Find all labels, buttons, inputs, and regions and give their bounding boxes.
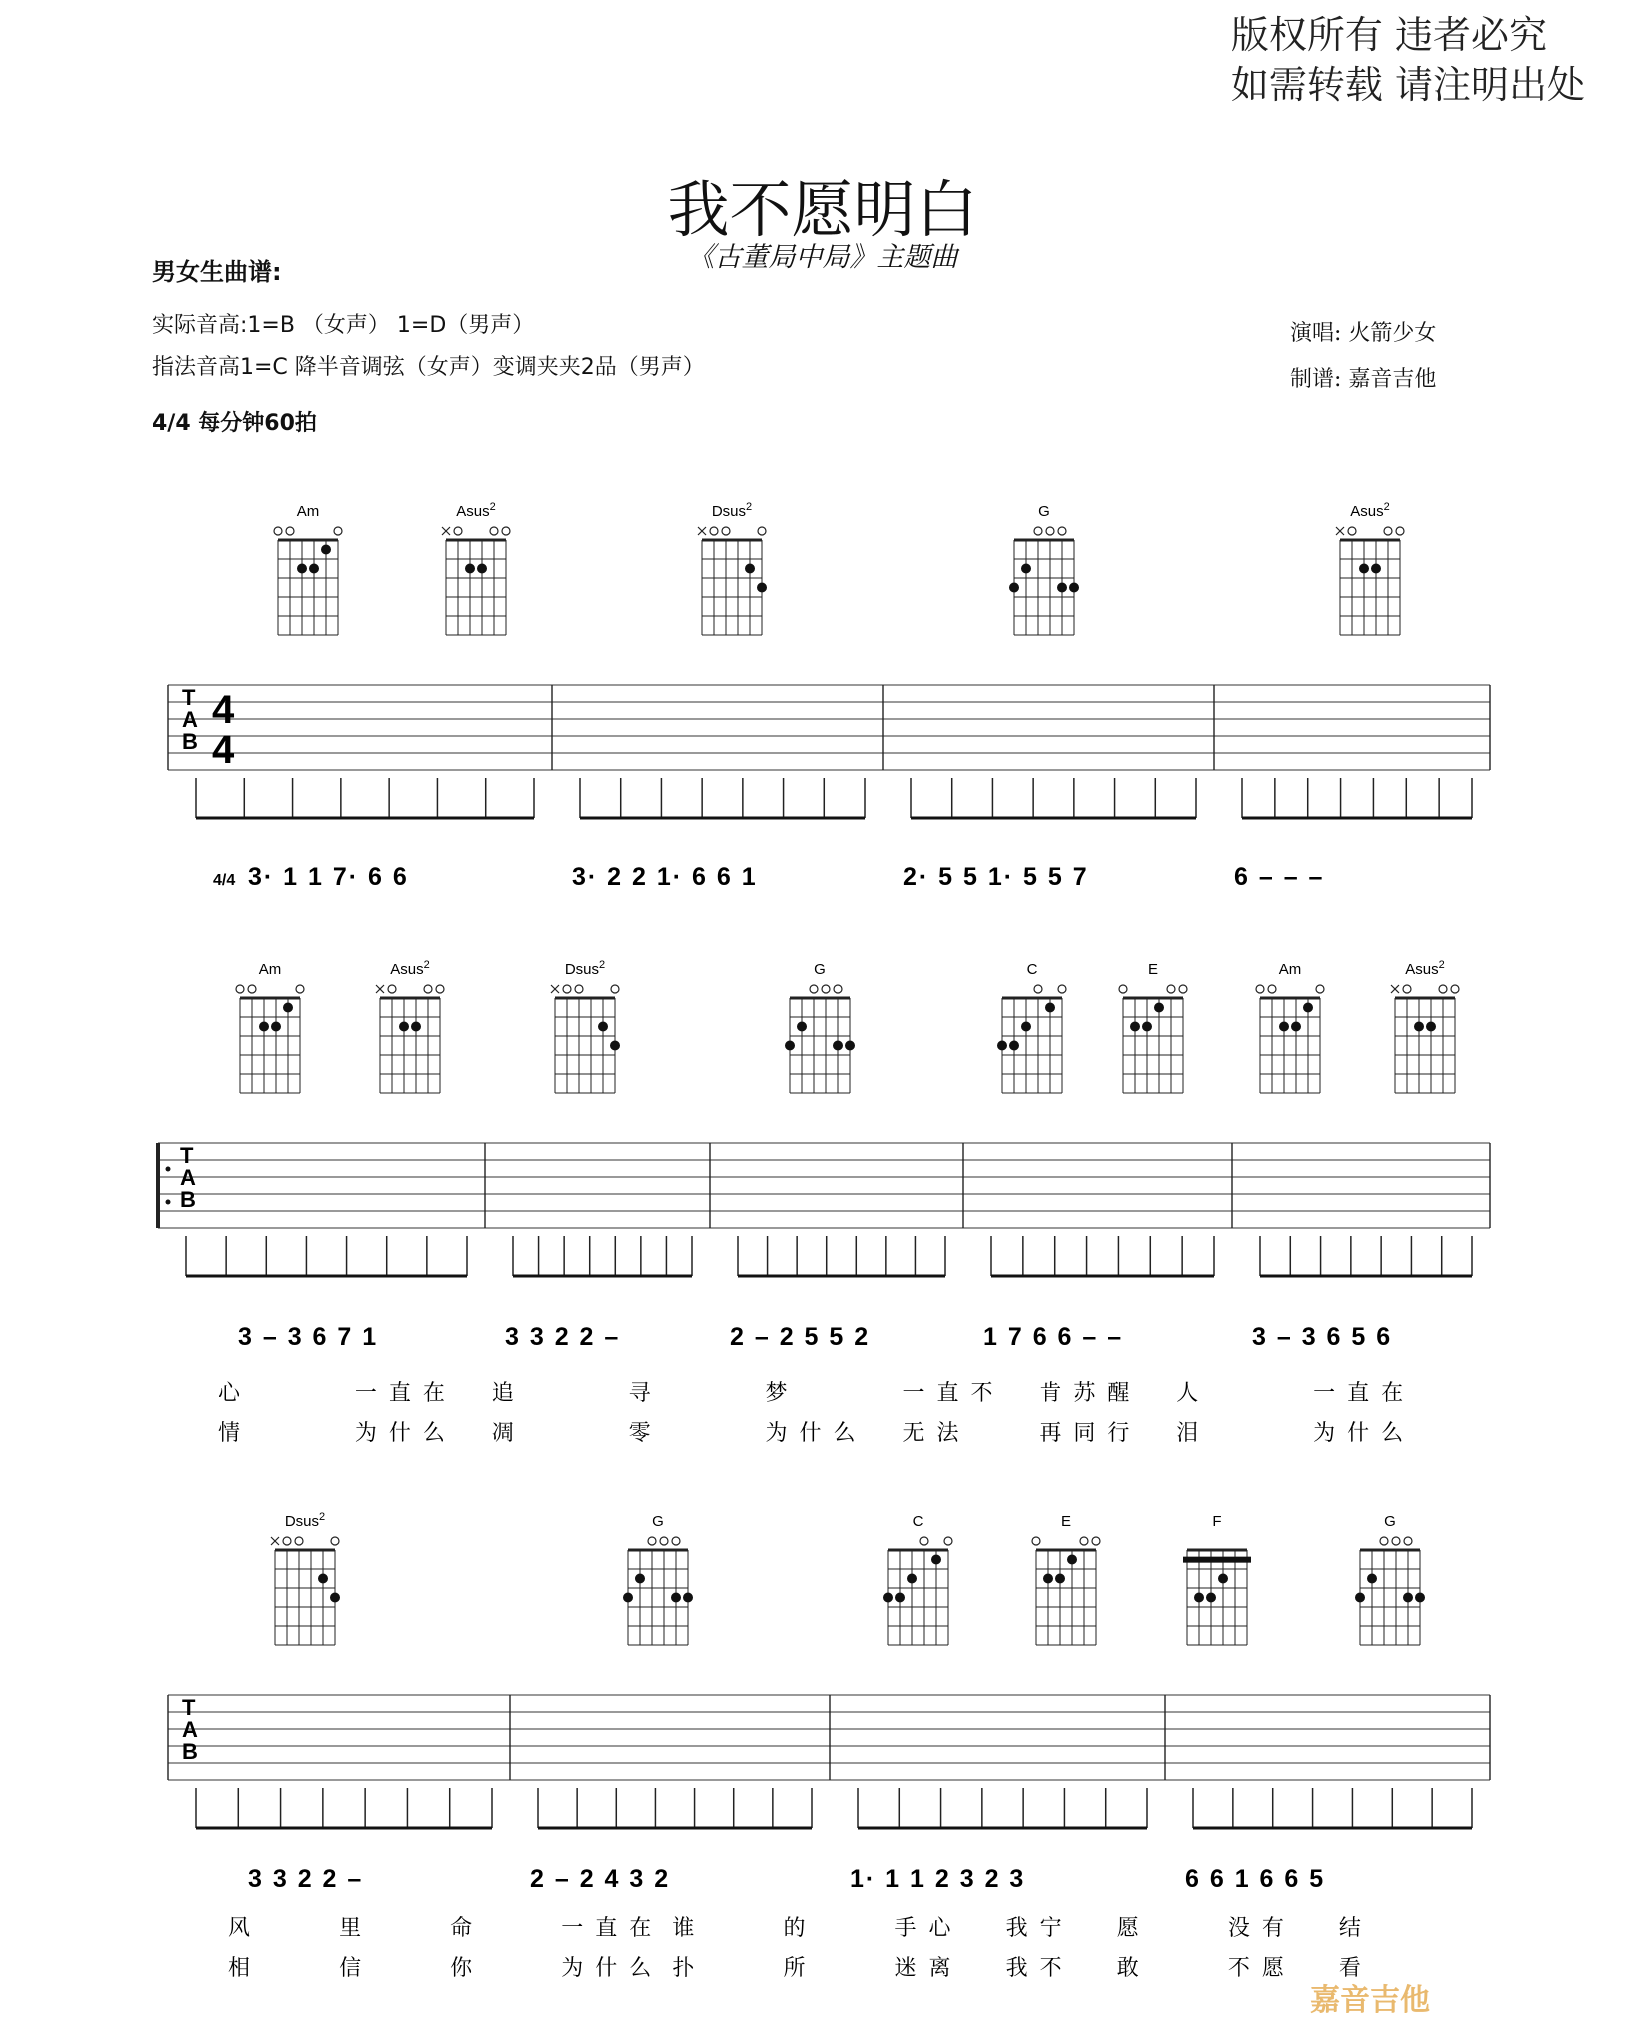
lyric-syllable: 命: [450, 1915, 485, 1940]
lyric-syllable: 再同行: [1039, 1420, 1142, 1445]
open-string-marker: [1451, 985, 1459, 993]
open-string-marker: [1046, 527, 1054, 535]
open-string-marker: [424, 985, 432, 993]
finger-dot: [1414, 1022, 1424, 1032]
notation-bar: 3 3 2 2 –: [505, 1323, 621, 1351]
finger-dot: [883, 1593, 893, 1603]
tab-clef-letter: B: [180, 1187, 196, 1212]
finger-dot: [1055, 1574, 1065, 1584]
lyric-syllable: 没有: [1227, 1915, 1296, 1940]
lyric-syllable: 情: [218, 1420, 253, 1445]
open-string-marker: [502, 527, 510, 535]
open-string-marker: [920, 1537, 928, 1545]
open-string-marker: [1268, 985, 1276, 993]
lyric-syllable: 你: [450, 1955, 485, 1980]
chord-diagram-e: [1119, 961, 1187, 1093]
notation-bar: 2 – 2 4 3 2: [530, 1865, 671, 1893]
open-string-marker: [810, 985, 818, 993]
chord-name: Am: [296, 503, 320, 520]
finger-dot: [1371, 564, 1381, 574]
chord-diagram-dsus2: [698, 501, 767, 635]
chord-diagram-f: [1183, 1513, 1251, 1645]
notation-layer: [180, 685, 1415, 1980]
chord-superscript: 2: [746, 501, 753, 513]
finger-dot: [330, 1593, 340, 1603]
tab-clef-letter: B: [182, 729, 198, 754]
finger-dot: [1045, 1003, 1055, 1013]
notation-bar: 3· 1 1 7· 6 6: [248, 863, 409, 891]
open-string-marker: [1348, 527, 1356, 535]
finger-dot: [297, 564, 307, 574]
finger-dot: [610, 1041, 620, 1051]
lyric-syllable: 梦: [765, 1380, 800, 1405]
finger-dot: [259, 1022, 269, 1032]
copyright-line-2: 如需转载 请注明出处: [1230, 63, 1585, 107]
open-string-marker: [672, 1537, 680, 1545]
finger-dot: [1303, 1003, 1313, 1013]
finger-dot: [1194, 1593, 1204, 1603]
finger-dot: [683, 1593, 693, 1603]
chord-diagram-am: [236, 961, 304, 1093]
tab-clef-letter: T: [182, 685, 196, 710]
open-string-marker: [1256, 985, 1264, 993]
arranger-credit: 制谱: 嘉音吉他: [1290, 367, 1437, 392]
lyric-syllable: 一直在: [354, 1380, 457, 1405]
lyric-syllable: 愿: [1116, 1915, 1151, 1940]
open-string-marker: [236, 985, 244, 993]
finger-dot: [1426, 1022, 1436, 1032]
chord-superscript: 2: [1438, 959, 1445, 971]
lyric-syllable: 敢: [1116, 1955, 1151, 1980]
fingering-info: 指法音高1=C 降半音调弦（女声）变调夹夹2品（男声）: [152, 355, 705, 380]
open-string-marker: [1396, 527, 1404, 535]
chord-name: C: [1026, 961, 1038, 978]
open-string-marker: [1080, 1537, 1088, 1545]
open-string-marker: [334, 527, 342, 535]
open-string-marker: [822, 985, 830, 993]
chord-name: G: [1384, 1513, 1396, 1530]
chord-name: Dsus$^2$: [564, 959, 606, 978]
chord-name: Am: [258, 961, 282, 978]
chord-superscript: 2: [1383, 501, 1390, 513]
lyric-syllable: 看: [1338, 1955, 1373, 1980]
finger-dot: [477, 564, 487, 574]
lyric-syllable: 相: [228, 1955, 263, 1980]
finger-dot: [598, 1022, 608, 1032]
chord-name: G: [814, 961, 826, 978]
finger-dot: [1021, 1022, 1031, 1032]
chord-name: Dsus$^2$: [711, 501, 753, 520]
chord-diagram-dsus2: [271, 1511, 340, 1645]
chord-diagram-am: [274, 503, 342, 635]
chord-diagram-g: [1009, 503, 1079, 635]
chord-diagram-c: [883, 1513, 952, 1645]
chord-diagram-asus2: [1391, 959, 1459, 1093]
open-string-marker: [274, 527, 282, 535]
notation-bar: 3 3 2 2 –: [248, 1865, 364, 1893]
lyric-syllable: 为什么: [765, 1420, 868, 1445]
open-string-marker: [295, 1537, 303, 1545]
open-string-marker: [331, 1537, 339, 1545]
finger-dot: [671, 1593, 681, 1603]
finger-dot: [1206, 1593, 1216, 1603]
tab-clef-letter: T: [182, 1695, 196, 1720]
open-string-marker: [563, 985, 571, 993]
finger-dot: [845, 1041, 855, 1051]
notation-time-signature: 4/4: [213, 872, 236, 889]
open-string-marker: [1403, 985, 1411, 993]
chord-superscript: 2: [489, 501, 496, 513]
notation-bar: 3· 2 2 1· 6 6 1: [572, 863, 758, 891]
lyric-syllable: 凋: [491, 1420, 526, 1445]
notation-bar: 6 – – –: [1234, 863, 1325, 891]
open-string-marker: [660, 1537, 668, 1545]
song-title: 我不愿明白: [667, 173, 978, 246]
finger-dot: [1154, 1003, 1164, 1013]
open-string-marker: [283, 1537, 291, 1545]
lyric-syllable: 谁: [672, 1915, 707, 1940]
finger-dot: [309, 564, 319, 574]
lyric-syllable: 信: [339, 1955, 374, 1980]
open-string-marker: [1316, 985, 1324, 993]
finger-dot: [1279, 1022, 1289, 1032]
open-string-marker: [436, 985, 444, 993]
finger-dot: [1069, 583, 1079, 593]
notation-bar: 3 – 3 6 5 6: [1252, 1323, 1393, 1351]
lyric-syllable: 一直在: [1313, 1380, 1416, 1405]
finger-dot: [1009, 583, 1019, 593]
chord-diagram-layer: [236, 501, 1459, 1645]
open-string-marker: [248, 985, 256, 993]
lyric-syllable: 泪: [1176, 1420, 1211, 1445]
finger-dot: [1355, 1593, 1365, 1603]
notation-bar: 2· 5 5 1· 5 5 7: [903, 863, 1089, 891]
finger-dot: [797, 1022, 807, 1032]
lyric-syllable: 我宁: [1005, 1915, 1074, 1940]
lyric-syllable: 迷离: [894, 1955, 963, 1980]
open-string-marker: [758, 527, 766, 535]
chord-diagram-dsus2: [551, 959, 620, 1093]
open-string-marker: [648, 1537, 656, 1545]
lyric-syllable: 结: [1338, 1915, 1373, 1940]
finger-dot: [1291, 1022, 1301, 1032]
tab-clef-letter: T: [180, 1143, 194, 1168]
finger-dot: [833, 1041, 843, 1051]
tab-staff-layer: [158, 685, 1490, 1828]
open-string-marker: [1167, 985, 1175, 993]
open-string-marker: [388, 985, 396, 993]
chord-name: Asus$^2$: [1350, 501, 1390, 520]
chord-name: Am: [1278, 961, 1302, 978]
finger-dot: [1043, 1574, 1053, 1584]
tab-clef-letter: A: [182, 707, 198, 732]
tempo-info: 4/4 每分钟60拍: [152, 411, 317, 436]
finger-dot: [1021, 564, 1031, 574]
open-string-marker: [1034, 985, 1042, 993]
chord-name: E: [1060, 1513, 1072, 1530]
finger-dot: [1057, 583, 1067, 593]
finger-dot: [757, 583, 767, 593]
barre-marker: [1183, 1557, 1251, 1563]
open-string-marker: [710, 527, 718, 535]
finger-dot: [1142, 1022, 1152, 1032]
open-string-marker: [1032, 1537, 1040, 1545]
chord-superscript: 2: [423, 959, 430, 971]
open-string-marker: [944, 1537, 952, 1545]
finger-dot: [931, 1555, 941, 1565]
open-string-marker: [490, 527, 498, 535]
finger-dot: [745, 564, 755, 574]
lyric-syllable: 一直在: [561, 1915, 664, 1940]
song-subtitle: 《古董局中局》主题曲: [687, 242, 958, 273]
finger-dot: [1403, 1593, 1413, 1603]
finger-dot: [997, 1041, 1007, 1051]
lyric-syllable: 零: [628, 1420, 663, 1445]
finger-dot: [321, 545, 331, 555]
open-string-marker: [454, 527, 462, 535]
notation-bar: 1· 1 1 2 3 2 3: [850, 1865, 1026, 1893]
finger-dot: [1359, 564, 1369, 574]
repeat-dot: [166, 1200, 171, 1205]
lyric-syllable: 为什么: [354, 1420, 457, 1445]
lyric-syllable: 风: [228, 1915, 263, 1940]
chord-name: G: [1038, 503, 1050, 520]
finger-dot: [318, 1574, 328, 1584]
tab-clef-letter: A: [180, 1165, 196, 1190]
chord-name: Asus$^2$: [456, 501, 496, 520]
copyright-line-1: 版权所有 违者必究: [1230, 13, 1547, 57]
chord-diagram-c: [997, 961, 1066, 1093]
finger-dot: [1415, 1593, 1425, 1603]
chord-diagram-asus2: [442, 501, 510, 635]
lyric-syllable: 寻: [628, 1380, 663, 1405]
chord-superscript: 2: [319, 1511, 326, 1523]
finger-dot: [399, 1022, 409, 1032]
open-string-marker: [611, 985, 619, 993]
open-string-marker: [1119, 985, 1127, 993]
watermark-logo: 嘉音吉他: [1310, 1983, 1430, 2018]
finger-dot: [895, 1593, 905, 1603]
chord-diagram-g: [1355, 1513, 1425, 1645]
lyric-syllable: 人: [1176, 1380, 1211, 1405]
chord-diagram-am: [1256, 961, 1324, 1093]
score-type: 男女生曲谱:: [152, 258, 282, 286]
repeat-dot: [166, 1167, 171, 1172]
finger-dot: [635, 1574, 645, 1584]
lyric-syllable: 为什么: [561, 1955, 664, 1980]
finger-dot: [623, 1593, 633, 1603]
finger-dot: [1067, 1555, 1077, 1565]
finger-dot: [785, 1041, 795, 1051]
finger-dot: [1009, 1041, 1019, 1051]
chord-diagram-g: [623, 1513, 693, 1645]
open-string-marker: [1058, 985, 1066, 993]
lyric-syllable: 肯苏醒: [1039, 1380, 1142, 1405]
finger-dot: [1218, 1574, 1228, 1584]
tab-clef-letter: B: [182, 1739, 198, 1764]
chord-name: Dsus$^2$: [284, 1511, 326, 1530]
open-string-marker: [575, 985, 583, 993]
notation-bar: 1 7 6 6 – –: [983, 1323, 1124, 1351]
chord-name: G: [652, 1513, 664, 1530]
finger-dot: [271, 1022, 281, 1032]
chord-superscript: 2: [599, 959, 606, 971]
notation-bar: 6 6 1 6 6 5: [1185, 1865, 1326, 1893]
chord-name: Asus$^2$: [1405, 959, 1445, 978]
chord-diagram-asus2: [376, 959, 444, 1093]
pitch-info: 实际音高:1=B （女声） 1=D（男声）: [152, 313, 535, 338]
chord-name: Asus$^2$: [390, 959, 430, 978]
open-string-marker: [1439, 985, 1447, 993]
open-string-marker: [1384, 527, 1392, 535]
finger-dot: [1130, 1022, 1140, 1032]
lyric-syllable: 手心: [894, 1915, 963, 1940]
chord-name: C: [912, 1513, 924, 1530]
open-string-marker: [1034, 527, 1042, 535]
notation-bar: 3 – 3 6 7 1: [238, 1323, 379, 1351]
lyric-syllable: 无法: [902, 1420, 971, 1445]
open-string-marker: [1404, 1537, 1412, 1545]
finger-dot: [411, 1022, 421, 1032]
time-signature-digit: 4: [212, 728, 235, 772]
open-string-marker: [296, 985, 304, 993]
chord-diagram-g: [785, 961, 855, 1093]
lyric-syllable: 所: [783, 1955, 818, 1980]
open-string-marker: [286, 527, 294, 535]
time-signature-digit: 4: [212, 688, 235, 732]
singer-credit: 演唱: 火箭少女: [1290, 321, 1437, 346]
chord-name: F: [1212, 1513, 1222, 1530]
finger-dot: [465, 564, 475, 574]
open-string-marker: [1058, 527, 1066, 535]
chord-diagram-e: [1032, 1513, 1100, 1645]
open-string-marker: [834, 985, 842, 993]
lyric-syllable: 的: [783, 1915, 818, 1940]
open-string-marker: [722, 527, 730, 535]
lyric-syllable: 心: [218, 1380, 253, 1405]
tab-clef-letter: A: [182, 1717, 198, 1742]
chord-diagram-asus2: [1336, 501, 1404, 635]
lyric-syllable: 不愿: [1227, 1955, 1296, 1980]
lyric-syllable: 我不: [1005, 1955, 1074, 1980]
notation-bar: 2 – 2 5 5 2: [730, 1323, 871, 1351]
lyric-syllable: 里: [339, 1915, 374, 1940]
lyric-syllable: 为什么: [1313, 1420, 1416, 1445]
finger-dot: [283, 1003, 293, 1013]
open-string-marker: [1392, 1537, 1400, 1545]
lyric-syllable: 追: [491, 1380, 526, 1405]
finger-dot: [907, 1574, 917, 1584]
lyric-syllable: 扑: [672, 1955, 707, 1980]
finger-dot: [1367, 1574, 1377, 1584]
open-string-marker: [1380, 1537, 1388, 1545]
lyric-syllable: 一直不: [902, 1380, 1005, 1405]
open-string-marker: [1092, 1537, 1100, 1545]
open-string-marker: [1179, 985, 1187, 993]
chord-name: E: [1147, 961, 1159, 978]
